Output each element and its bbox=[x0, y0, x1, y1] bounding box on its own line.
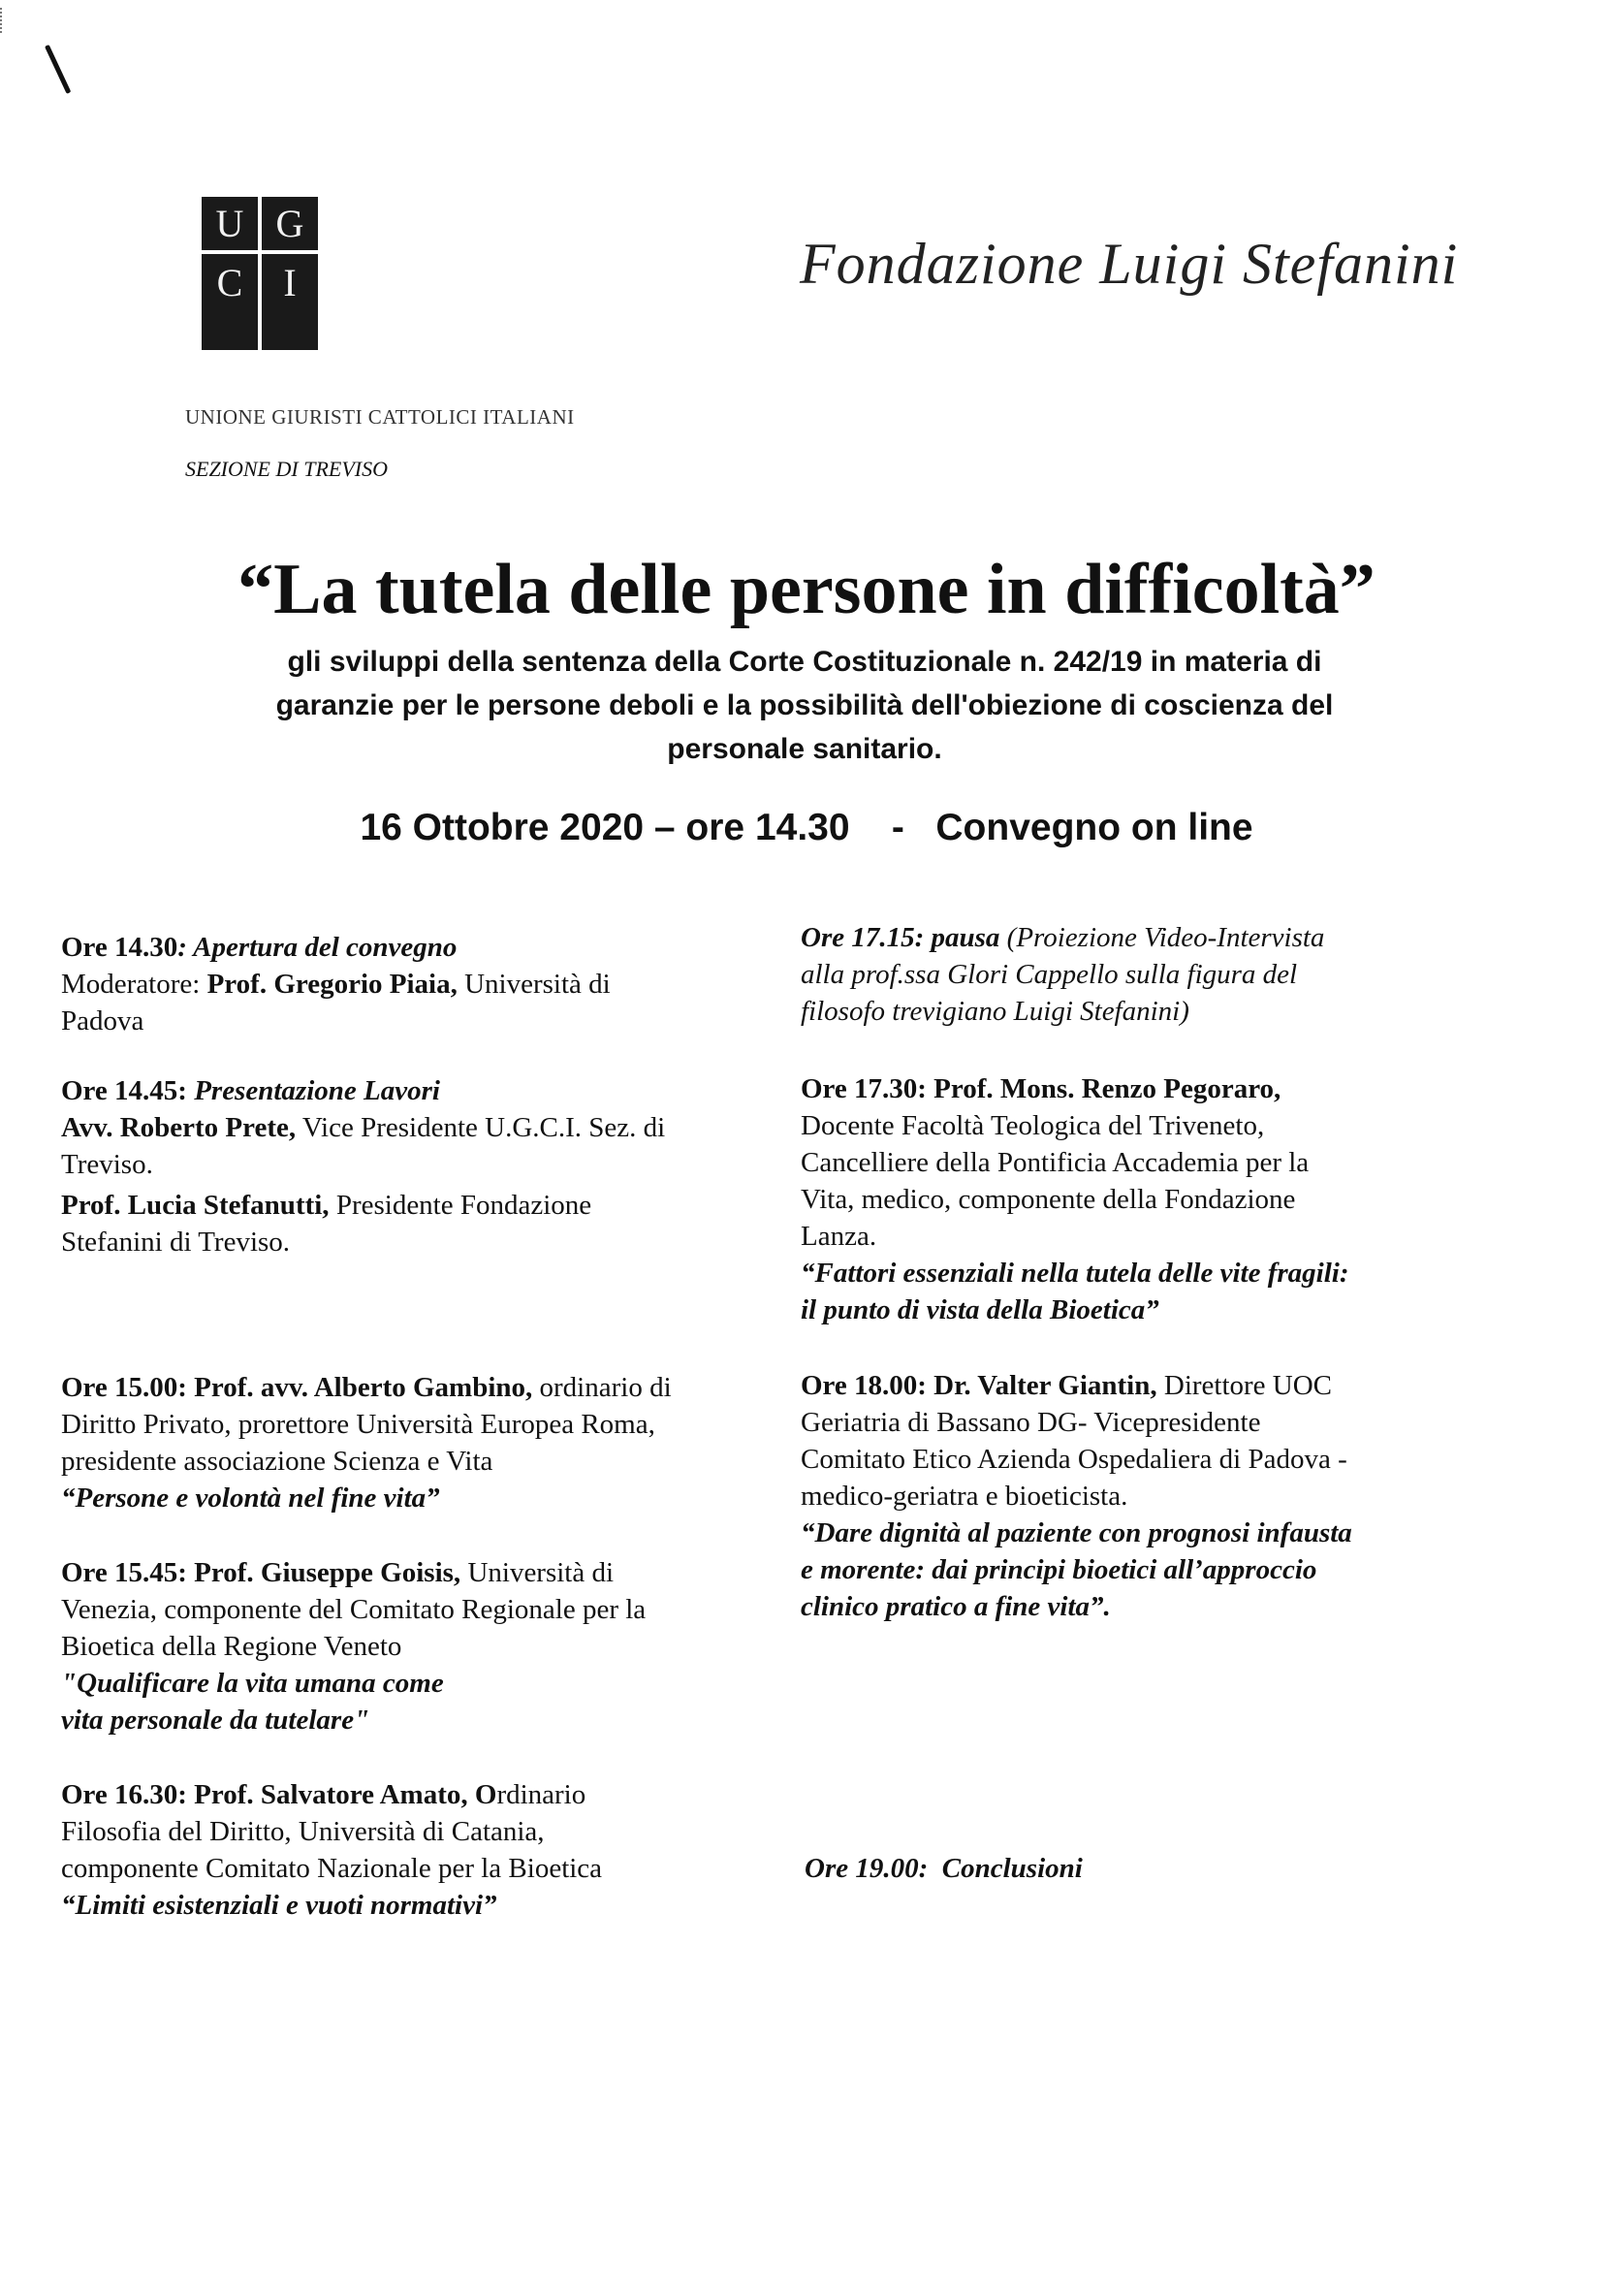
pen-slash-mark bbox=[45, 45, 71, 94]
item-text: Bioetica della Regione Veneto bbox=[61, 1631, 402, 1662]
logo-letter-i: I bbox=[262, 254, 318, 350]
item-talk-title: "Qualificare la vita umana come bbox=[61, 1668, 444, 1699]
item-time-speaker: Ore 15.00: Prof. avv. Alberto Gambino, bbox=[61, 1372, 533, 1403]
item-text: Stefanini di Treviso. bbox=[61, 1227, 291, 1258]
item-topic: Apertura del convegno bbox=[186, 932, 458, 963]
item-text: Comitato Etico Azienda Ospedaliera di Padova - bbox=[801, 1444, 1347, 1475]
item-text: Treviso. bbox=[61, 1149, 153, 1180]
item-text: presidente associazione Scienza e Vita bbox=[61, 1446, 493, 1477]
item-text: ordinario di bbox=[532, 1372, 672, 1403]
program-item-1630 bbox=[61, 1776, 602, 1924]
logo-letter-g: G bbox=[262, 197, 318, 250]
item-time: Ore 14.30 bbox=[61, 932, 178, 963]
item-talk-title: clinico pratico a fine vita”. bbox=[801, 1591, 1111, 1622]
item-talk-title: il punto di vista della Bioetica” bbox=[801, 1294, 1159, 1325]
item-speaker: Prof. Lucia Stefanutti, bbox=[61, 1190, 330, 1221]
logo-letter-c: C bbox=[202, 254, 258, 350]
item-speaker: Avv. Roberto Prete, bbox=[61, 1112, 297, 1143]
program-item-1715 bbox=[801, 919, 1324, 1030]
item-text: Vita, medico, componente della Fondazione bbox=[801, 1184, 1296, 1215]
program-item-1730 bbox=[801, 1070, 1348, 1328]
item-talk-title: “Limiti esistenziali e vuoti normativi” bbox=[61, 1890, 497, 1921]
item-time-speaker: Ore 15.45: Prof. Giuseppe Goisis, bbox=[61, 1557, 461, 1588]
foundation-logo-text: Fondazione Luigi Stefanini bbox=[800, 232, 1459, 296]
item-text: (Proiezione Video-Intervista bbox=[999, 922, 1325, 953]
item-text: Università di bbox=[457, 969, 611, 1000]
organization-section: SEZIONE DI TREVISO bbox=[185, 457, 388, 481]
event-subtitle bbox=[174, 640, 1435, 771]
item-text: componente Comitato Nazionale per la Bioetica bbox=[61, 1853, 603, 1884]
item-speaker: Prof. Gregorio Piaia, bbox=[206, 969, 458, 1000]
item-text: Venezia, componente del Comitato Regionale per la bbox=[61, 1594, 647, 1625]
item-text: medico-geriatra e bioeticista. bbox=[801, 1481, 1128, 1512]
program-item-1800 bbox=[801, 1367, 1352, 1625]
program-item-1900 bbox=[805, 1776, 1083, 1924]
item-text: Vice Presidente U.G.C.I. Sez. di bbox=[296, 1112, 666, 1143]
item-text: Lanza. bbox=[801, 1221, 877, 1252]
item-time: Ore 14.45: bbox=[61, 1075, 187, 1106]
program-item-1500 bbox=[61, 1369, 672, 1516]
item-text: rdinario bbox=[496, 1779, 586, 1810]
event-title: “La tutela delle persone in difficoltà” bbox=[237, 550, 1376, 629]
item-time-speaker: Ore 18.00: Dr. Valter Giantin, bbox=[801, 1370, 1157, 1401]
item-text: Diritto Privato, prorettore Università Europea Roma, bbox=[61, 1409, 655, 1440]
organization-name: UNIONE GIURISTI CATTOLICI ITALIANI bbox=[185, 405, 575, 429]
item-text: Università di bbox=[460, 1557, 615, 1588]
item-conclusions: Ore 19.00: Conclusioni bbox=[805, 1853, 1083, 1884]
item-text: Direttore UOC bbox=[1156, 1370, 1333, 1401]
subtitle-line: garanzie per le persone deboli e la possibilità dell'obiezione di coscienza del bbox=[275, 689, 1334, 721]
item-topic: Presentazione Lavori bbox=[186, 1075, 440, 1106]
item-text: Presidente Fondazione bbox=[329, 1190, 592, 1221]
scan-edge-mark bbox=[0, 8, 4, 33]
item-text: Padova bbox=[61, 1005, 144, 1036]
item-talk-title: “Fattori essenziali nella tutela delle vite fragili: bbox=[801, 1258, 1349, 1289]
item-talk-title: vita personale da tutelare" bbox=[61, 1705, 370, 1736]
ugci-logo bbox=[202, 197, 318, 350]
program-item-1430 bbox=[61, 929, 611, 1039]
item-talk-title: e morente: dai principi bioetici all’approccio bbox=[801, 1554, 1317, 1585]
item-time-speaker: Ore 16.30: Prof. Salvatore Amato, O bbox=[61, 1779, 497, 1810]
item-text: Filosofia del Diritto, Università di Catania, bbox=[61, 1816, 545, 1847]
subtitle-line: personale sanitario. bbox=[667, 733, 942, 765]
item-text: filosofo trevigiano Luigi Stefanini) bbox=[801, 996, 1189, 1027]
item-text: Geriatria di Bassano DG- Vicepresidente bbox=[801, 1407, 1261, 1438]
item-talk-title: “Dare dignità al paziente con prognosi infausta bbox=[801, 1517, 1352, 1548]
item-talk-title: “Persone e volontà nel fine vita” bbox=[61, 1483, 440, 1514]
event-dateline: 16 Ottobre 2020 – ore 14.30 - Convegno on line bbox=[360, 807, 1253, 848]
item-text: alla prof.ssa Glori Cappello sulla figura del bbox=[801, 959, 1298, 990]
item-text: Moderatore: bbox=[61, 969, 207, 1000]
program-item-1545 bbox=[61, 1554, 646, 1738]
subtitle-line: gli sviluppi della sentenza della Corte Costituzionale n. 242/19 in materia di bbox=[287, 646, 1322, 678]
item-text: Docente Facoltà Teologica del Triveneto, bbox=[801, 1110, 1265, 1141]
program-item-1445 bbox=[61, 1072, 665, 1260]
item-time-pause: Ore 17.15: pausa bbox=[801, 922, 1000, 953]
logo-letter-u: U bbox=[202, 197, 258, 250]
item-time-colon: : bbox=[177, 932, 187, 963]
item-time-speaker: Ore 17.30: Prof. Mons. Renzo Pegoraro, bbox=[801, 1073, 1281, 1104]
item-text: Cancelliere della Pontificia Accademia per la bbox=[801, 1147, 1310, 1178]
